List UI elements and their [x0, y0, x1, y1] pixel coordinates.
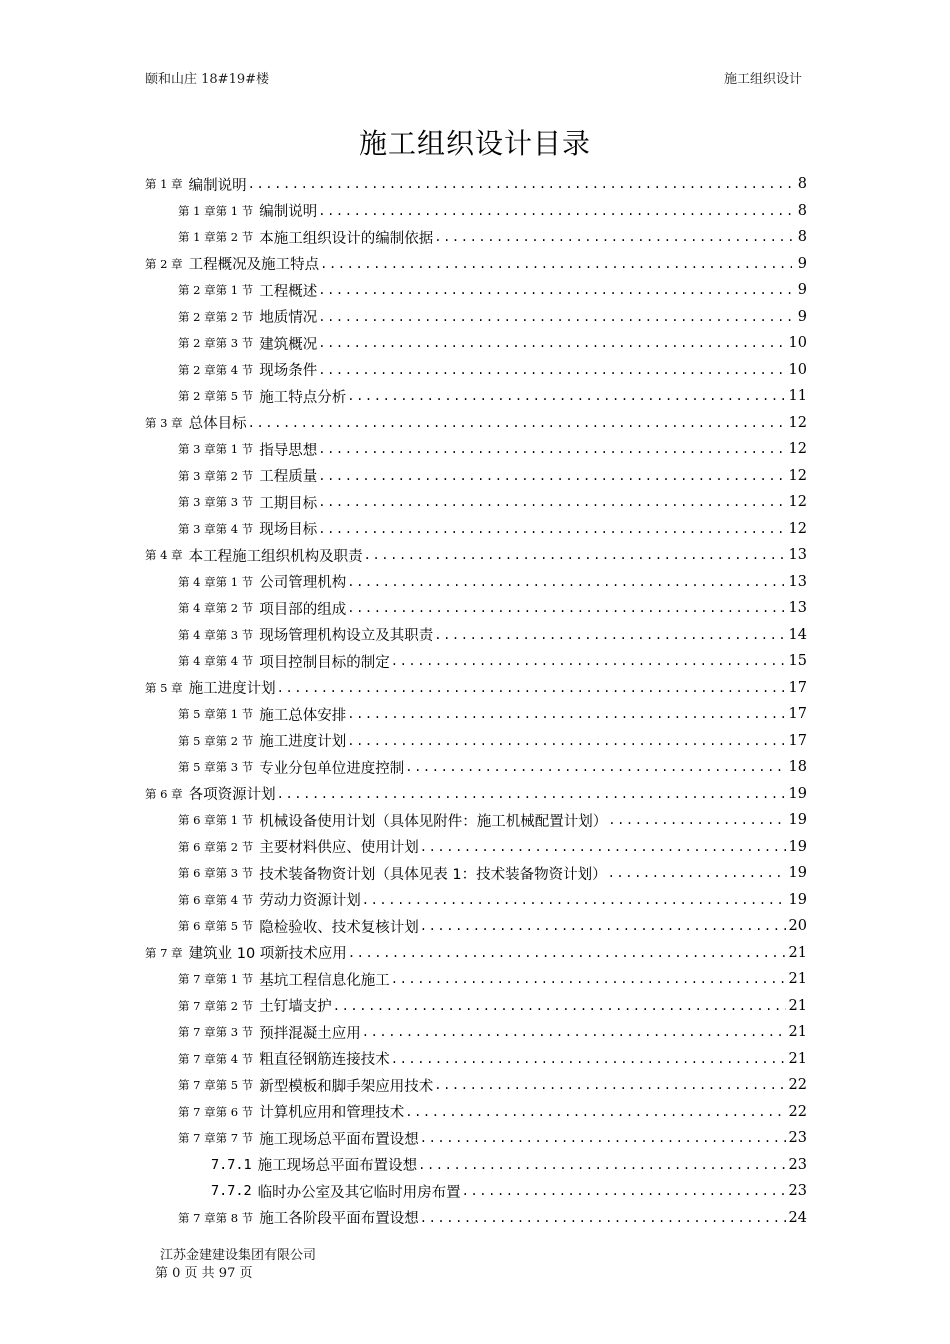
toc-page-number: 21 [788, 1024, 807, 1041]
toc-entry[interactable] [145, 304, 807, 331]
toc-entry-title: 编制说明 [188, 177, 247, 194]
toc-entry[interactable] [145, 1178, 807, 1205]
toc-page-number: 19 [788, 865, 807, 882]
toc-entry[interactable] [145, 171, 807, 198]
toc-dot-leader [391, 654, 786, 668]
toc-page-number: 8 [797, 176, 807, 193]
toc-entry-number: 第 2 章第 5 节 [178, 389, 254, 404]
toc-dot-leader [318, 442, 785, 456]
toc-entry-title: 预拌混凝土应用 [259, 1025, 361, 1042]
toc-entry-title: 总体目标 [188, 416, 247, 433]
toc-entry-number: 第 2 章第 3 节 [178, 336, 254, 351]
toc-entry-title: 本施工组织设计的编制依据 [259, 230, 434, 247]
toc-entry[interactable] [145, 516, 807, 543]
toc-entry[interactable] [145, 463, 807, 490]
toc-dot-leader [434, 628, 785, 642]
toc-page-number: 12 [788, 520, 807, 537]
toc-dot-leader [318, 363, 785, 377]
toc-entry-number: 第 2 章第 2 节 [178, 309, 254, 324]
toc-dot-leader [277, 787, 786, 801]
toc-entry-title: 项目部的组成 [259, 601, 347, 618]
toc-entry[interactable] [145, 701, 807, 728]
toc-dot-leader [405, 1105, 785, 1119]
toc-entry[interactable] [145, 357, 807, 384]
toc-entry-number: 第 3 章第 3 节 [178, 495, 254, 510]
toc-dot-leader [248, 416, 786, 430]
toc-entry-title: 工程概况及施工特点 [188, 257, 320, 274]
toc-dot-leader [347, 707, 785, 721]
toc-entry-number: 第 6 章第 2 节 [178, 839, 254, 854]
toc-entry-title: 粗直径钢筋连接技术 [259, 1052, 390, 1069]
header-project-name: 颐和山庄 18#19#楼 [145, 72, 270, 87]
toc-entry[interactable] [145, 1099, 807, 1126]
toc-entry-number: 第 7 章 [145, 945, 183, 960]
toc-entry[interactable] [145, 648, 807, 675]
toc-dot-leader [420, 919, 786, 933]
toc-dot-leader [405, 760, 785, 774]
toc-entry-number: 第 6 章第 5 节 [178, 919, 254, 934]
toc-page-number: 9 [797, 308, 807, 325]
toc-entry-title: 土钉墙支护 [259, 999, 332, 1016]
toc-entry-title: 编制说明 [259, 204, 318, 221]
toc-page-number: 13 [788, 600, 807, 617]
toc-entry-number: 第 5 章第 3 节 [178, 760, 254, 775]
toc-dot-leader [347, 734, 785, 748]
toc-entry-number: 第 7 章第 2 节 [178, 998, 254, 1013]
toc-dot-leader [362, 893, 786, 907]
toc-page-number: 8 [797, 202, 807, 219]
toc-dot-leader [434, 1078, 785, 1092]
toc-page-number: 23 [788, 1156, 807, 1173]
toc-entry[interactable] [145, 330, 807, 357]
toc-page-number: 12 [788, 441, 807, 458]
toc-page-number: 8 [797, 229, 807, 246]
toc-entry-number: 第 4 章第 2 节 [178, 601, 254, 616]
toc-entry[interactable] [145, 1072, 807, 1099]
toc-page-number: 12 [788, 414, 807, 431]
toc-dot-leader [318, 310, 792, 324]
toc-page-number: 10 [788, 361, 807, 378]
toc-dot-leader [347, 601, 785, 615]
toc-entry-title: 现场条件 [259, 363, 318, 380]
page-title: 施工组织设计目录 [358, 127, 591, 160]
toc-entry-title: 建筑概况 [259, 336, 318, 353]
toc-page-number: 12 [788, 494, 807, 511]
toc-entry[interactable] [145, 383, 807, 410]
toc-entry-title: 施工进度计划 [188, 681, 276, 698]
toc-entry-number: 第 7 章第 8 节 [178, 1210, 254, 1225]
toc-entry-title: 项目控制目标的制定 [259, 654, 390, 671]
toc-entry[interactable] [145, 728, 807, 755]
toc-entry-title: 指导思想 [259, 442, 318, 459]
toc-entry-title: 隐检验收、技术复核计划 [259, 919, 419, 936]
toc-entry[interactable] [145, 198, 807, 225]
toc-entry-title: 施工总体安排 [259, 707, 347, 724]
toc-entry[interactable] [145, 913, 807, 940]
toc-dot-leader [347, 575, 785, 589]
toc-dot-leader [318, 336, 785, 350]
table-of-contents [145, 171, 807, 1231]
toc-entry[interactable] [145, 940, 807, 967]
toc-entry[interactable] [145, 781, 807, 808]
toc-entry[interactable] [145, 622, 807, 649]
toc-entry-title: 临时办公室及其它临时用房布置 [257, 1184, 461, 1201]
toc-page-number: 22 [788, 1103, 807, 1120]
toc-page-number: 19 [788, 812, 807, 829]
toc-entry-title: 技术装备物资计划（具体见表 1：技术装备物资计划） [259, 866, 607, 883]
toc-page-number: 13 [788, 547, 807, 564]
toc-page-number: 21 [788, 971, 807, 988]
toc-dot-leader [347, 389, 785, 403]
toc-entry-number: 第 7 章第 4 节 [178, 1051, 254, 1066]
toc-entry-title: 施工现场总平面布置设想 [259, 1131, 419, 1148]
toc-entry-title: 基坑工程信息化施工 [259, 972, 390, 989]
toc-entry-number: 第 4 章第 3 节 [178, 627, 254, 642]
toc-entry[interactable] [145, 675, 807, 702]
toc-dot-leader [333, 999, 786, 1013]
toc-entry[interactable] [145, 754, 807, 781]
toc-entry-title: 新型模板和脚手架应用技术 [259, 1078, 434, 1095]
toc-entry-number: 第 4 章第 1 节 [178, 574, 254, 589]
footer-company: 江苏金建建设集团有限公司 [160, 1248, 317, 1263]
toc-entry-number: 第 5 章 [145, 680, 183, 695]
toc-page-number: 19 [788, 891, 807, 908]
toc-page-number: 23 [788, 1130, 807, 1147]
header-document-type: 施工组织设计 [723, 72, 802, 87]
toc-page-number: 17 [788, 679, 807, 696]
toc-entry-number: 第 3 章第 4 节 [178, 521, 254, 536]
toc-entry-number: 第 7 章第 3 节 [178, 1025, 254, 1040]
toc-entry-number: 第 2 章 [145, 256, 183, 271]
toc-entry-number: 第 2 章第 1 节 [178, 283, 254, 298]
toc-dot-leader [608, 866, 786, 880]
toc-entry[interactable] [145, 277, 807, 304]
toc-dot-leader [391, 972, 786, 986]
toc-dot-leader [364, 548, 786, 562]
toc-entry[interactable] [145, 1125, 807, 1152]
header-divider [145, 92, 802, 93]
toc-dot-leader [277, 681, 786, 695]
toc-dot-leader [318, 495, 785, 509]
toc-entry-title: 施工现场总平面布置设想 [257, 1158, 418, 1175]
toc-page-number: 11 [788, 388, 807, 405]
toc-entry-number: 第 4 章第 4 节 [178, 654, 254, 669]
toc-entry-number: 第 5 章第 2 节 [178, 733, 254, 748]
page-header [145, 68, 802, 87]
toc-page-number: 9 [797, 282, 807, 299]
toc-entry-title: 劳动力资源计划 [259, 893, 361, 910]
toc-entry-title: 专业分包单位进度控制 [259, 760, 405, 777]
toc-page-number: 23 [788, 1183, 807, 1200]
toc-dot-leader [318, 283, 792, 297]
toc-entry[interactable] [145, 834, 807, 861]
toc-entry-number: 第 5 章第 1 节 [178, 707, 254, 722]
toc-page-number: 22 [788, 1077, 807, 1094]
toc-page-number: 17 [788, 706, 807, 723]
toc-entry[interactable] [145, 1205, 807, 1232]
toc-dot-leader [248, 177, 792, 191]
footer-page-info: 第 0 页 共 97 页 [155, 1266, 253, 1281]
toc-entry[interactable] [145, 489, 807, 516]
toc-entry[interactable] [145, 1046, 807, 1073]
toc-entry-title: 现场目标 [259, 522, 318, 539]
toc-entry-title: 机械设备使用计划（具体见附件：施工机械配置计划） [259, 813, 608, 830]
toc-entry-title: 建筑业 10 项新技术应用 [188, 946, 347, 963]
toc-entry-number: 第 6 章第 3 节 [178, 866, 254, 881]
toc-dot-leader [318, 204, 792, 218]
toc-dot-leader [318, 469, 785, 483]
toc-entry-number: 第 1 章第 1 节 [178, 203, 254, 218]
toc-entry-number: 第 6 章第 4 节 [178, 892, 254, 907]
toc-entry-title: 各项资源计划 [188, 787, 276, 804]
toc-entry[interactable] [145, 569, 807, 596]
toc-entry[interactable] [145, 1152, 807, 1179]
toc-entry-number: 第 3 章第 2 节 [178, 468, 254, 483]
toc-page-number: 17 [788, 732, 807, 749]
toc-page-number: 19 [788, 838, 807, 855]
toc-dot-leader [391, 1052, 786, 1066]
toc-page-number: 19 [788, 785, 807, 802]
toc-entry-number: 7.7.1 [211, 1156, 252, 1173]
toc-dot-leader [362, 1025, 786, 1039]
toc-entry[interactable] [145, 993, 807, 1020]
toc-entry-title: 主要材料供应、使用计划 [259, 840, 419, 857]
toc-entry-number: 第 3 章 [145, 415, 183, 430]
toc-dot-leader [434, 230, 792, 244]
toc-entry-title: 公司管理机构 [259, 575, 347, 592]
toc-dot-leader [420, 1211, 786, 1225]
toc-entry-number: 第 7 章第 6 节 [178, 1104, 254, 1119]
toc-entry-number: 第 2 章第 4 节 [178, 362, 254, 377]
toc-page-number: 21 [788, 944, 807, 961]
toc-page-number: 20 [788, 918, 807, 935]
toc-entry-number: 第 7 章第 5 节 [178, 1078, 254, 1093]
toc-entry-number: 第 6 章第 1 节 [178, 813, 254, 828]
toc-entry-number: 第 3 章第 1 节 [178, 442, 254, 457]
toc-dot-leader [420, 1131, 786, 1145]
toc-entry-title: 工程概述 [259, 283, 318, 300]
toc-entry-title: 施工特点分析 [259, 389, 347, 406]
toc-dot-leader [320, 257, 792, 271]
toc-page-number: 24 [788, 1209, 807, 1226]
toc-entry-title: 工期目标 [259, 495, 318, 512]
toc-page-number: 15 [788, 653, 807, 670]
page-footer [155, 1247, 317, 1283]
toc-entry-title: 本工程施工组织机构及职责 [188, 548, 363, 565]
toc-entry-number: 第 7 章第 1 节 [178, 972, 254, 987]
toc-page-number: 13 [788, 573, 807, 590]
toc-entry-title: 现场管理机构设立及其职责 [259, 628, 434, 645]
toc-dot-leader [418, 1158, 785, 1172]
toc-entry-number: 第 1 章 [145, 177, 183, 192]
toc-entry[interactable] [145, 224, 807, 251]
toc-page-number: 9 [797, 255, 807, 272]
toc-entry-title: 地质情况 [259, 310, 318, 327]
toc-entry[interactable] [145, 436, 807, 463]
toc-dot-leader [462, 1184, 786, 1198]
toc-entry[interactable] [145, 542, 807, 569]
toc-entry[interactable] [145, 410, 807, 437]
toc-entry[interactable] [145, 807, 807, 834]
toc-entry-title: 施工各阶段平面布置设想 [259, 1211, 419, 1228]
toc-entry[interactable] [145, 595, 807, 622]
toc-dot-leader [420, 840, 786, 854]
toc-page-number: 21 [788, 1050, 807, 1067]
toc-entry-number: 第 6 章 [145, 786, 183, 801]
toc-entry[interactable] [145, 251, 807, 278]
toc-page-number: 21 [788, 997, 807, 1014]
toc-dot-leader [348, 946, 786, 960]
toc-dot-leader [608, 813, 785, 827]
toc-entry-number: 7.7.2 [211, 1183, 252, 1200]
toc-page-number: 14 [788, 626, 807, 643]
toc-page-number: 18 [788, 759, 807, 776]
toc-entry[interactable] [145, 860, 807, 887]
toc-entry[interactable] [145, 966, 807, 993]
toc-entry[interactable] [145, 887, 807, 914]
toc-entry-number: 第 1 章第 2 节 [178, 230, 254, 245]
toc-entry-title: 工程质量 [259, 469, 318, 486]
toc-entry[interactable] [145, 1019, 807, 1046]
toc-entry-number: 第 4 章 [145, 548, 183, 563]
toc-page-number: 12 [788, 467, 807, 484]
toc-page-number: 10 [788, 335, 807, 352]
toc-entry-title: 施工进度计划 [259, 734, 347, 751]
toc-entry-title: 计算机应用和管理技术 [259, 1105, 405, 1122]
toc-dot-leader [318, 522, 785, 536]
toc-entry-number: 第 7 章第 7 节 [178, 1131, 254, 1146]
